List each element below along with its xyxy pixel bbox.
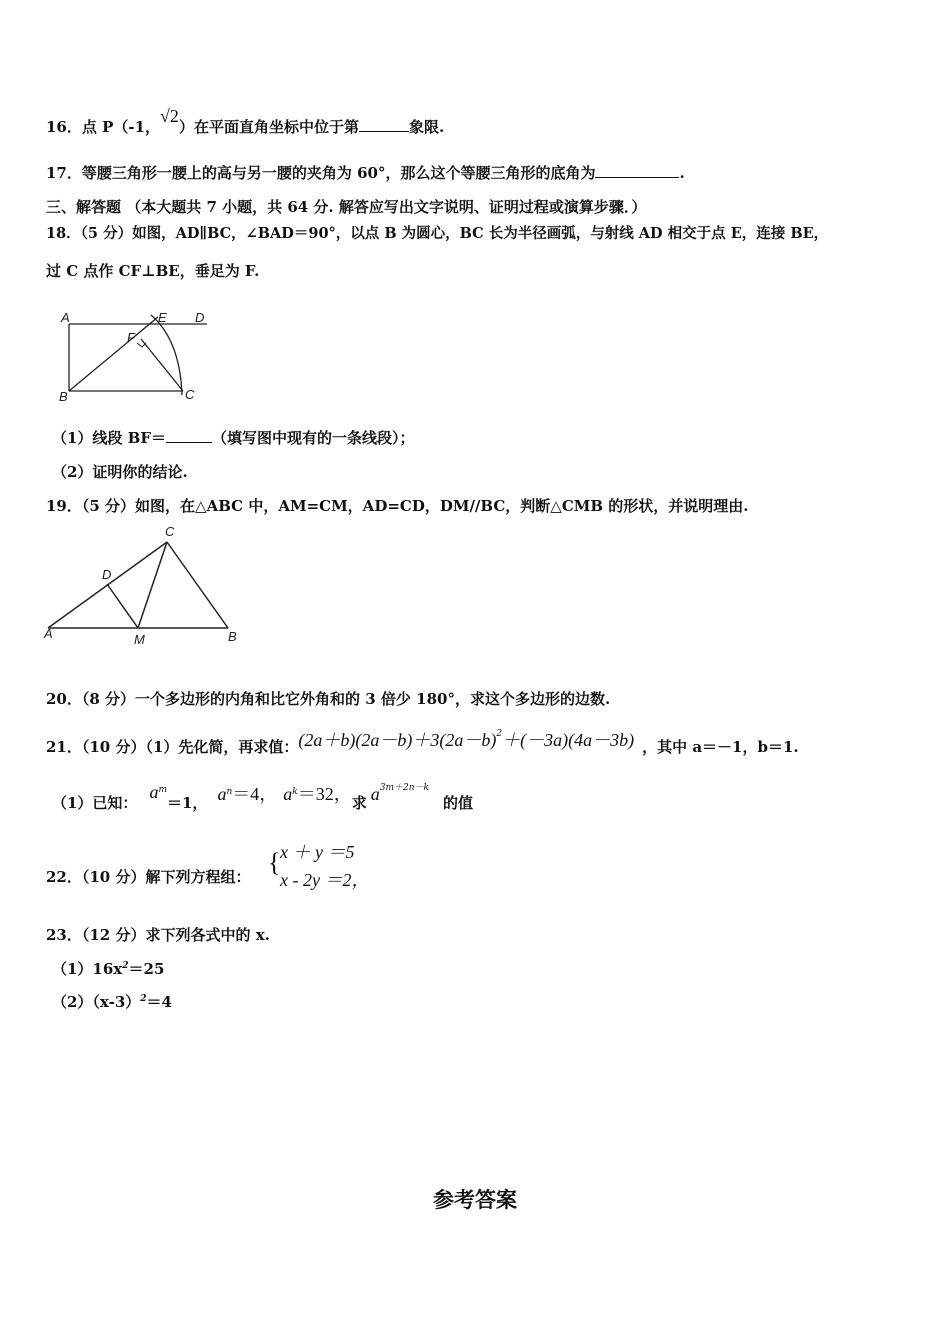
q21-aexp: a (370, 784, 380, 804)
q21-eq2: ＝4， (232, 784, 278, 804)
q23-line: 23．（12 分）求下列各式中的 x. (46, 926, 270, 944)
q21-eq1: ＝1， (167, 794, 208, 812)
fig18-label-b: B (59, 389, 68, 404)
q17-line (46, 162, 685, 183)
q21-an: a (217, 784, 227, 804)
q16-sqrt: √2 (160, 106, 179, 126)
q23-sub2 (52, 991, 172, 1012)
fig18-label-a: A (61, 310, 70, 325)
q21-m: m (158, 785, 167, 795)
q22-line: 22．（10 分）解下列方程组： (46, 868, 251, 886)
q21-part-b: ，其中 a＝－1，b＝1. (642, 738, 799, 756)
q22-brace: { (268, 848, 281, 877)
fig18-label-c: C (185, 387, 195, 402)
q18-line1: 18．（5 分）如图，AD∥BC，∠BAD＝90°，以点 B 为圆心，BC 长为半径画弧，与射线 AD 相交于点 E，连接 BE， (46, 225, 829, 242)
q16-line (46, 106, 445, 137)
q23-s1b: ＝25 (128, 960, 165, 978)
q20-line: 20．（8 分）一个多边形的内角和比它外角和的 3 倍少 180°，求这个多边形的边数. (46, 690, 611, 708)
section3-heading: 三、解答题 （本大题共 7 小题，共 64 分. 解答应写出文字说明、证明过程或演算步骤．） (46, 198, 647, 216)
fig19-label-m: M (134, 632, 145, 647)
fig19-label-d: D (102, 567, 112, 582)
q21-eq3: ＝32， (297, 784, 352, 804)
q21-k: k (292, 787, 298, 797)
q22-eq1: x ＋ y ＝5 (280, 842, 355, 862)
q16-part-a: 16．点 P（-1， (46, 118, 161, 136)
q17-blank (595, 163, 679, 178)
figure-18 (55, 305, 215, 410)
q21-n: n (226, 787, 233, 797)
q21-part-a: 21．（10 分）（1）先化简，再求值： (46, 738, 299, 756)
q18-sub1 (52, 427, 415, 448)
q21-line (46, 729, 799, 758)
q18-sub1-b: （填写图中现有的一条线段）； (212, 429, 415, 447)
q18-blank (166, 428, 212, 443)
fig19-label-a: A (44, 626, 53, 641)
fig19-label-b: B (228, 629, 237, 644)
q21-tail: 的值 (442, 794, 473, 812)
q21-sub-line (52, 782, 473, 814)
q18-line2: 过 C 点作 CF⊥BE，垂足为 F. (46, 262, 260, 280)
q18-sub1-a: （1）线段 BF＝ (52, 429, 166, 447)
q21-am: a (149, 782, 159, 802)
q21-square: 2 (496, 729, 503, 739)
q21-ak: a (283, 784, 293, 804)
answer-title: 参考答案 (433, 1187, 517, 1212)
q19-line: 19．（5 分）如图，在△ABC 中，AM=CM，AD=CD，DM//BC，判断△CMB 的形状，并说明理由. (46, 497, 749, 515)
q17-part-b: . (679, 164, 685, 182)
q23-s2-square: 2 (140, 994, 147, 1004)
q23-s1: （1）16x (52, 960, 123, 978)
q16-part-b: ）在平面直角坐标中位于第 (178, 118, 359, 136)
q21-expr: (2a＋b)(2a－b)＋3(2a－b) (298, 730, 497, 750)
fig19-label-c: C (165, 524, 175, 539)
fig18-label-f: F (127, 330, 135, 345)
q23-s2b: ＝4 (146, 993, 172, 1011)
q23-s2: （2）（x-3） (52, 993, 141, 1011)
q21-expr2: ＋(－3a)(4a－3b) (502, 730, 635, 750)
q16-blank (359, 117, 409, 132)
q23-sub1 (52, 958, 164, 979)
q21-qiu: 求 (351, 794, 367, 812)
q21-exp: 3m＋2n－k (379, 783, 429, 793)
figure-19 (40, 520, 250, 652)
q22-eq2: x - 2y ＝2， (280, 870, 370, 890)
q17-part-a: 17．等腰三角形一腰上的高与另一腰的夹角为 60°，那么这个等腰三角形的底角为 (46, 164, 596, 182)
fig18-label-e: E (158, 310, 167, 325)
q21-sub-a: （1）已知： (52, 794, 138, 812)
q18-sub2: （2）证明你的结论. (52, 463, 188, 481)
q23-s1-square: 2 (122, 961, 129, 971)
q16-part-c: 象限. (408, 118, 445, 136)
fig18-label-d: D (195, 310, 205, 325)
